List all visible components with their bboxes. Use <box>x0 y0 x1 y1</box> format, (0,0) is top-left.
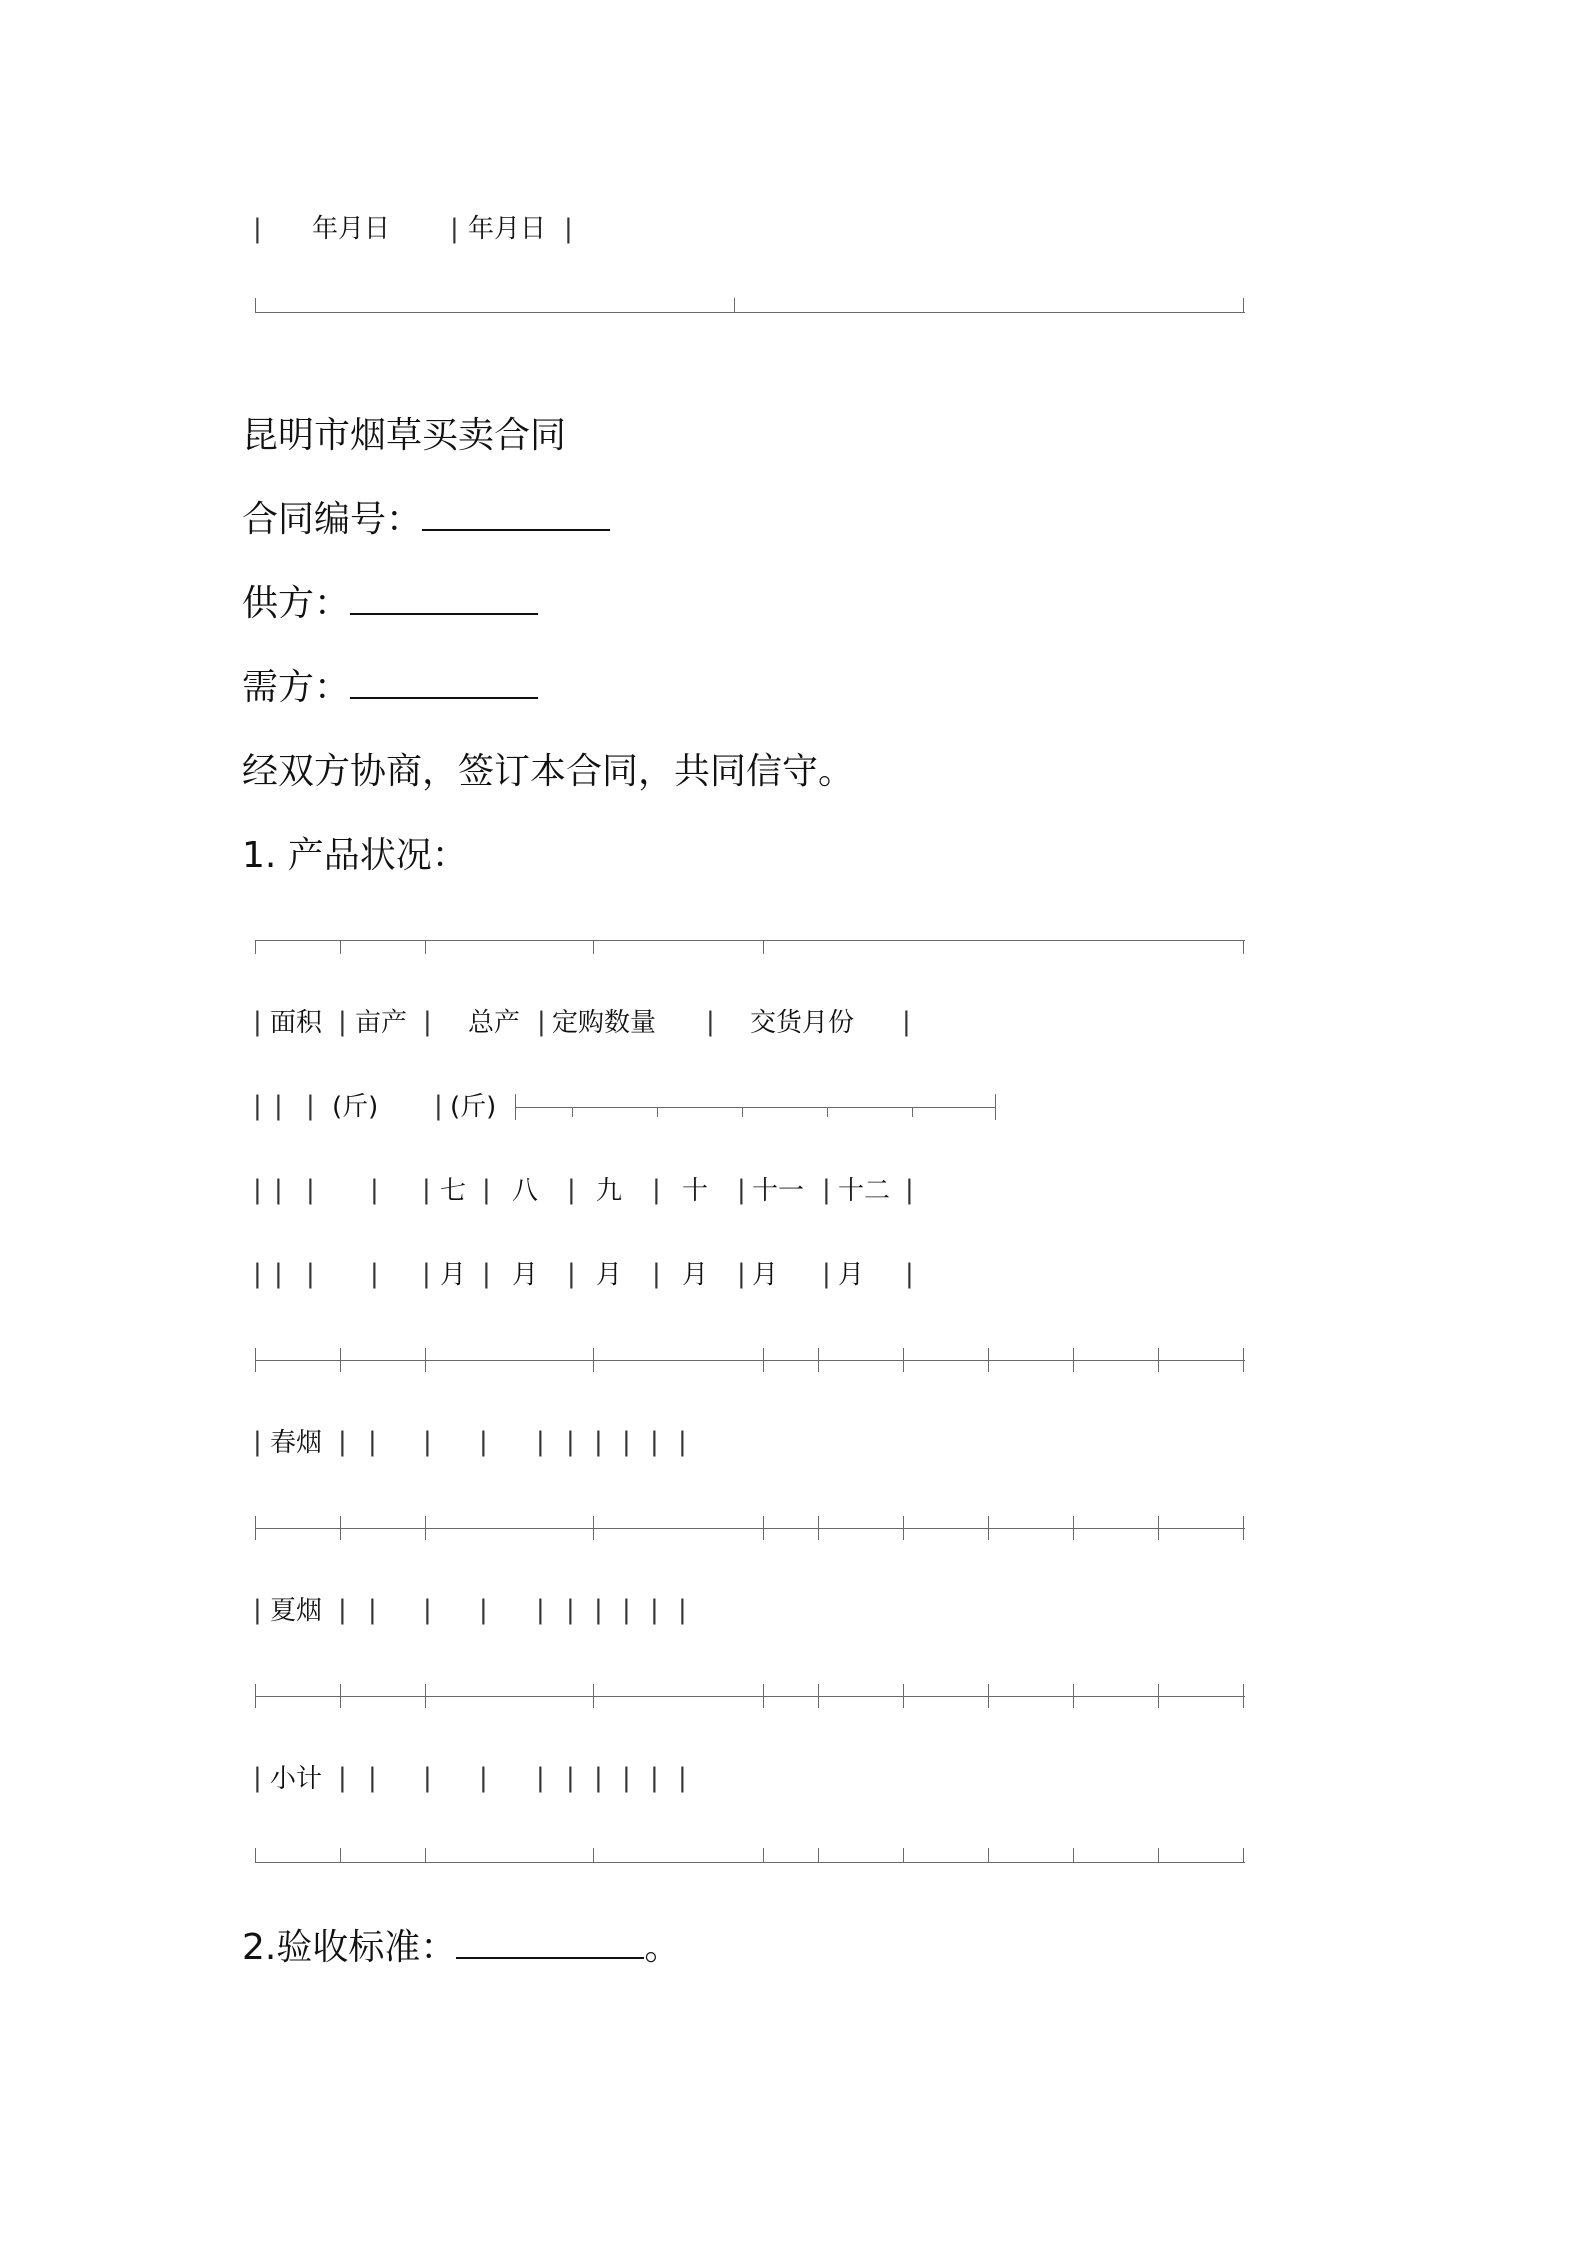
table-border: | <box>253 214 262 244</box>
table-border: | <box>253 1427 262 1457</box>
date-cell-1: 年月日 <box>312 214 391 244</box>
table-border: | <box>434 1091 443 1121</box>
buyer-label: 需方： <box>242 667 351 708</box>
table-tick <box>425 1684 426 1708</box>
table-border: | <box>622 1427 631 1457</box>
table-border: | <box>479 1763 488 1793</box>
table-tick <box>340 940 341 954</box>
unit-jin-1: (斤) <box>332 1092 379 1122</box>
header-order-qty: 定购数量 <box>552 1008 657 1038</box>
table-tick <box>593 940 594 954</box>
table-tick <box>818 1348 819 1372</box>
table-border: | <box>564 214 573 244</box>
table-tick <box>903 1348 904 1372</box>
table-tick <box>763 1684 764 1708</box>
table-border: | <box>338 1427 347 1457</box>
section-2-label: 2.验收标准： <box>242 1927 457 1968</box>
unit-jin-2: (斤) <box>450 1092 497 1122</box>
month-9: 九 <box>596 1176 623 1206</box>
table-tick <box>912 1107 913 1117</box>
table-tick <box>988 1348 989 1372</box>
supplier-label: 供方： <box>242 583 351 624</box>
table-tick <box>1073 1348 1074 1372</box>
table-border: | <box>368 1595 377 1625</box>
table-tick <box>1243 298 1244 312</box>
table-border: | <box>566 1595 575 1625</box>
table-border: | <box>368 1427 377 1457</box>
table-border: | <box>423 1763 432 1793</box>
table-border: | <box>253 1091 262 1121</box>
table-tick <box>425 1516 426 1540</box>
table-border: | <box>737 1259 746 1289</box>
contract-number-line <box>242 499 610 540</box>
table-tick <box>903 1516 904 1540</box>
table-tick <box>255 1848 256 1862</box>
table-tick <box>255 1516 256 1540</box>
table-border: | <box>567 1175 576 1205</box>
table-tick <box>340 1348 341 1372</box>
table-border: | <box>536 1763 545 1793</box>
table-border: | <box>370 1259 379 1289</box>
table-border: | <box>706 1007 715 1037</box>
table-tick <box>818 1516 819 1540</box>
table-bottom-rule <box>255 1862 1245 1863</box>
table-border: | <box>253 1763 262 1793</box>
table-tick <box>255 1684 256 1708</box>
table-border: | <box>652 1175 661 1205</box>
row-label-spring: 春烟 <box>270 1428 323 1458</box>
table-tick <box>763 1848 764 1862</box>
month-11: 十一 <box>752 1176 805 1206</box>
table-tick <box>988 1516 989 1540</box>
table-tick <box>340 1684 341 1708</box>
header-per-mu: 亩产 <box>355 1008 408 1038</box>
table-tick <box>1243 1848 1244 1862</box>
table-tick <box>818 1684 819 1708</box>
table-border: | <box>678 1763 687 1793</box>
month-unit-12: 月 <box>838 1260 865 1290</box>
table-tick <box>657 1107 658 1117</box>
table-tick <box>1073 1516 1074 1540</box>
buyer-line <box>242 667 538 708</box>
table-rule <box>255 1528 1245 1529</box>
table-tick <box>988 1684 989 1708</box>
table-tick <box>734 298 735 312</box>
table-tick <box>995 1094 996 1120</box>
month-unit-11: 月 <box>752 1260 779 1290</box>
table-border: | <box>622 1763 631 1793</box>
intro-text: 经双方协商，签订本合同，共同信守。 <box>242 751 855 792</box>
section-1-heading: 1. 产品状况： <box>242 835 468 876</box>
section-2-line <box>242 1927 681 1968</box>
month-unit-9: 月 <box>596 1260 623 1290</box>
table-border: | <box>594 1763 603 1793</box>
table-tick <box>255 1348 256 1372</box>
table-border: | <box>594 1427 603 1457</box>
table-tick <box>425 1848 426 1862</box>
table-border: | <box>450 214 459 244</box>
table-tick <box>1158 1848 1159 1862</box>
table-top-rule <box>255 940 1245 941</box>
table-border: | <box>253 1007 262 1037</box>
table-border: | <box>274 1091 283 1121</box>
table-border: | <box>370 1175 379 1205</box>
table-tick <box>593 1684 594 1708</box>
table-tick <box>763 1348 764 1372</box>
section-2-period: 。 <box>644 1927 681 1968</box>
row-label-subtotal: 小计 <box>270 1764 323 1794</box>
table-border: | <box>822 1175 831 1205</box>
table-border: | <box>482 1175 491 1205</box>
table-border: | <box>650 1427 659 1457</box>
table-tick <box>593 1848 594 1862</box>
table-tick <box>988 1848 989 1862</box>
table-tick <box>1243 940 1244 954</box>
table-border: | <box>479 1595 488 1625</box>
table-border: | <box>567 1259 576 1289</box>
table-tick <box>818 1848 819 1862</box>
table-border: | <box>338 1595 347 1625</box>
table-border: | <box>902 1007 911 1037</box>
acceptance-standard-blank[interactable] <box>456 1957 644 1959</box>
table-tick <box>1158 1516 1159 1540</box>
table-border: | <box>537 1007 546 1037</box>
table-border: | <box>253 1259 262 1289</box>
table-border: | <box>678 1595 687 1625</box>
table-tick <box>340 1848 341 1862</box>
table-tick <box>1243 1684 1244 1708</box>
table-border: | <box>678 1427 687 1457</box>
table-border: | <box>368 1763 377 1793</box>
table-border: | <box>422 1259 431 1289</box>
table-border: | <box>482 1259 491 1289</box>
table-border: | <box>338 1763 347 1793</box>
table-border: | <box>274 1259 283 1289</box>
contract-number-label: 合同编号： <box>242 499 423 540</box>
table-tick <box>903 1684 904 1708</box>
table-border: | <box>650 1763 659 1793</box>
table-border: | <box>622 1595 631 1625</box>
table-border: | <box>338 1007 347 1037</box>
table-tick <box>1243 1516 1244 1540</box>
table-border: | <box>905 1175 914 1205</box>
table-tick <box>593 1348 594 1372</box>
table-tick <box>340 1516 341 1540</box>
table-tick <box>903 1848 904 1862</box>
table-tick <box>742 1107 743 1117</box>
table-border: | <box>306 1091 315 1121</box>
table-border: | <box>306 1175 315 1205</box>
table-border: | <box>423 1007 432 1037</box>
table-tick <box>1158 1348 1159 1372</box>
month-12: 十二 <box>838 1176 891 1206</box>
table-tick <box>1158 1684 1159 1708</box>
table-rule <box>255 1696 1245 1697</box>
table-border: | <box>274 1175 283 1205</box>
table-border: | <box>822 1259 831 1289</box>
table-border: | <box>650 1595 659 1625</box>
month-7: 七 <box>440 1176 467 1206</box>
table-tick <box>425 1348 426 1372</box>
month-8: 八 <box>512 1176 539 1206</box>
table-border: | <box>566 1763 575 1793</box>
month-unit-7: 月 <box>440 1260 467 1290</box>
table-tick <box>1073 1684 1074 1708</box>
table-tick <box>763 1516 764 1540</box>
supplier-blank[interactable] <box>350 613 538 615</box>
table-tick <box>827 1107 828 1117</box>
table-tick <box>255 298 256 312</box>
table-border: | <box>737 1175 746 1205</box>
month-unit-8: 月 <box>512 1260 539 1290</box>
month-10: 十 <box>682 1176 709 1206</box>
table-border: | <box>594 1595 603 1625</box>
header-area: 面积 <box>270 1008 323 1038</box>
table-bottom-rule <box>255 312 1245 313</box>
table-border: | <box>536 1427 545 1457</box>
table-border: | <box>423 1427 432 1457</box>
table-tick <box>255 940 256 954</box>
table-tick <box>763 940 764 954</box>
table-tick <box>572 1107 573 1117</box>
table-tick <box>1243 1348 1244 1372</box>
table-rule <box>255 1360 1245 1361</box>
table-tick <box>425 940 426 954</box>
table-border: | <box>253 1595 262 1625</box>
table-border: | <box>306 1259 315 1289</box>
contract-title: 昆明市烟草买卖合同 <box>242 415 567 456</box>
table-border: | <box>479 1427 488 1457</box>
table-tick <box>593 1516 594 1540</box>
table-tick <box>1073 1848 1074 1862</box>
table-border: | <box>536 1595 545 1625</box>
row-label-summer: 夏烟 <box>270 1596 323 1626</box>
table-border: | <box>422 1175 431 1205</box>
table-border: | <box>566 1427 575 1457</box>
contract-number-blank[interactable] <box>422 529 610 531</box>
supplier-line <box>242 583 538 624</box>
header-total: 总产 <box>468 1008 521 1038</box>
table-border: | <box>652 1259 661 1289</box>
month-unit-10: 月 <box>682 1260 709 1290</box>
table-border: | <box>905 1259 914 1289</box>
header-delivery-month: 交货月份 <box>750 1008 855 1038</box>
table-border: | <box>423 1595 432 1625</box>
date-cell-2: 年月日 <box>468 214 547 244</box>
table-border: | <box>253 1175 262 1205</box>
month-split-rule <box>515 1107 995 1108</box>
buyer-blank[interactable] <box>350 697 538 699</box>
